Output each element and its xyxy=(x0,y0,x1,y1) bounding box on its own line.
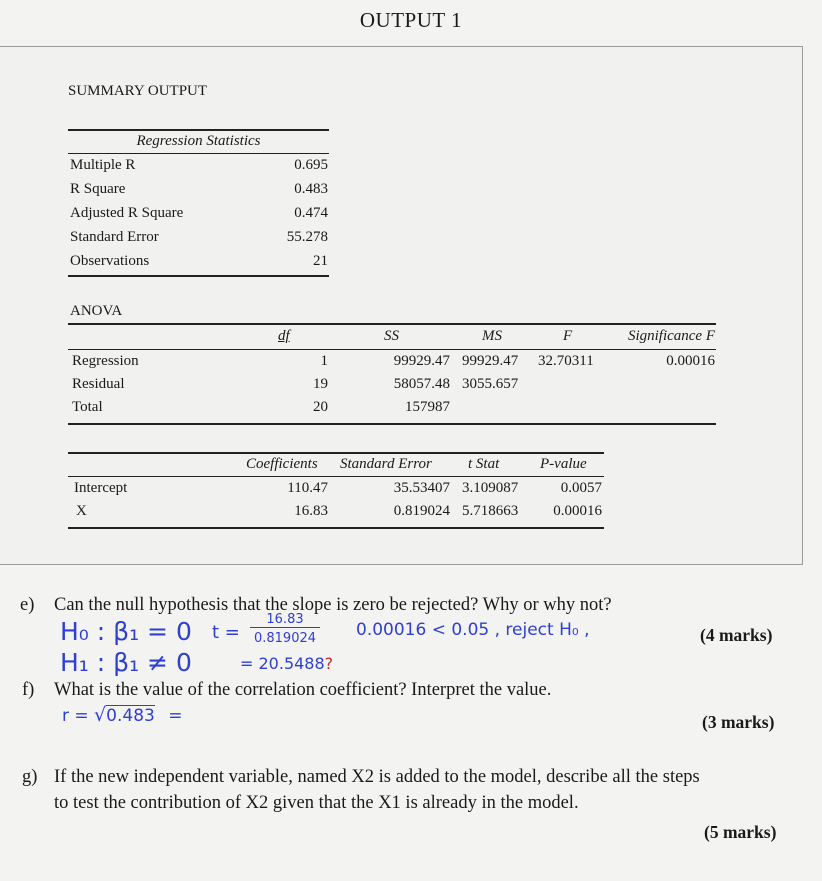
anova-cell: 0.00016 xyxy=(666,353,715,369)
r-equals: r = xyxy=(62,706,89,726)
anova-heading: ANOVA xyxy=(70,303,123,319)
anova-cell: 32.70311 xyxy=(538,353,594,369)
handwritten-t-label: t = xyxy=(212,622,240,643)
coef-cell: 16.83 xyxy=(294,503,328,519)
question-f-letter: f) xyxy=(22,680,35,700)
divider xyxy=(68,423,716,425)
question-e-marks: (4 marks) xyxy=(700,625,773,645)
stat-label: Multiple R xyxy=(70,157,136,173)
anova-row-label: Regression xyxy=(72,353,139,369)
coef-row-label: X xyxy=(76,503,87,519)
handwritten-correlation xyxy=(62,704,182,726)
stat-value: 0.483 xyxy=(294,181,328,197)
handwritten-t-denominator: 0.819024 xyxy=(253,631,317,646)
coef-cell: 0.00016 xyxy=(553,503,602,519)
anova-cell: 20 xyxy=(313,399,328,415)
anova-col-significance-f: Significance F xyxy=(627,328,715,344)
stat-value: 55.278 xyxy=(286,229,328,245)
question-g-text-line2: to test the contribution of X2 given that the X1 is already in the model. xyxy=(54,793,579,813)
coef-cell: 5.718663 xyxy=(462,503,519,519)
question-f-marks: (3 marks) xyxy=(702,712,775,732)
anova-cell: 58057.48 xyxy=(393,376,450,392)
stat-label: R Square xyxy=(70,181,126,197)
stat-value: 0.474 xyxy=(294,205,328,221)
coef-cell: 35.53407 xyxy=(393,480,450,496)
summary-output-panel xyxy=(0,46,803,565)
summary-heading: SUMMARY OUTPUT xyxy=(68,83,208,99)
handwritten-null-hypothesis: H₀ : β₁ = 0 xyxy=(60,617,192,646)
stat-label: Standard Error xyxy=(70,229,159,245)
divider xyxy=(68,153,329,154)
anova-row-label: Total xyxy=(72,399,103,415)
divider xyxy=(68,527,604,529)
handwritten-t-numerator: 16.83 xyxy=(250,612,320,628)
handwritten-p-comparison: 0.00016 < 0.05 , reject H₀ , xyxy=(356,620,590,640)
coef-cell: 3.109087 xyxy=(462,480,519,496)
anova-col-f: F xyxy=(563,328,573,344)
divider xyxy=(68,452,604,454)
handwritten-t-result xyxy=(240,654,333,673)
question-g-letter: g) xyxy=(22,767,38,787)
sqrt-symbol: √ xyxy=(94,704,107,726)
coef-cell: 110.47 xyxy=(287,480,328,496)
anova-cell: 19 xyxy=(313,376,328,392)
stat-value: 0.695 xyxy=(294,157,328,173)
question-g-marks: (5 marks) xyxy=(704,822,777,842)
anova-cell: 99929.47 xyxy=(393,353,450,369)
divider xyxy=(68,349,716,350)
stat-value: 21 xyxy=(313,253,328,269)
divider xyxy=(68,275,329,277)
r-sqrt-value: 0.483 xyxy=(106,706,155,726)
anova-col-df: df xyxy=(278,328,290,344)
regression-statistics-header: Regression Statistics xyxy=(136,133,261,149)
coef-col-p-value: P-value xyxy=(540,456,587,472)
coef-col-coefficients: Coefficients xyxy=(246,456,318,472)
anova-cell: 99929.47 xyxy=(462,353,519,369)
r-tail-equals: = xyxy=(168,706,183,726)
divider xyxy=(68,476,604,477)
page-title: OUTPUT 1 xyxy=(359,8,463,32)
anova-col-ms: MS xyxy=(482,328,502,344)
stat-label: Adjusted R Square xyxy=(70,205,184,221)
anova-col-ss: SS xyxy=(384,328,399,344)
question-e-letter: e) xyxy=(20,595,35,615)
coef-col-t-stat: t Stat xyxy=(468,456,500,472)
divider xyxy=(68,323,716,325)
anova-row-label: Residual xyxy=(72,376,125,392)
coef-row-label: Intercept xyxy=(74,480,128,496)
question-f-text: What is the value of the correlation coefficient? Interpret the value. xyxy=(54,680,552,700)
question-g-text-line1: If the new independent variable, named X2 is added to the model, describe all the steps xyxy=(54,767,700,787)
anova-cell: 157987 xyxy=(405,399,450,415)
coef-cell: 0.819024 xyxy=(393,503,450,519)
divider xyxy=(68,129,329,131)
handwritten-alt-hypothesis: H₁ : β₁ ≠ 0 xyxy=(60,648,192,677)
anova-cell: 3055.657 xyxy=(462,376,519,392)
anova-cell: 1 xyxy=(320,353,328,369)
coef-cell: 0.0057 xyxy=(560,480,602,496)
red-question-mark: ? xyxy=(324,654,334,673)
stat-label: Observations xyxy=(70,253,150,269)
coef-col-standard-error: Standard Error xyxy=(340,456,432,472)
question-e-text: Can the null hypothesis that the slope is zero be rejected? Why or why not? xyxy=(54,595,612,615)
t-result-value: = 20.5488 xyxy=(240,654,325,673)
